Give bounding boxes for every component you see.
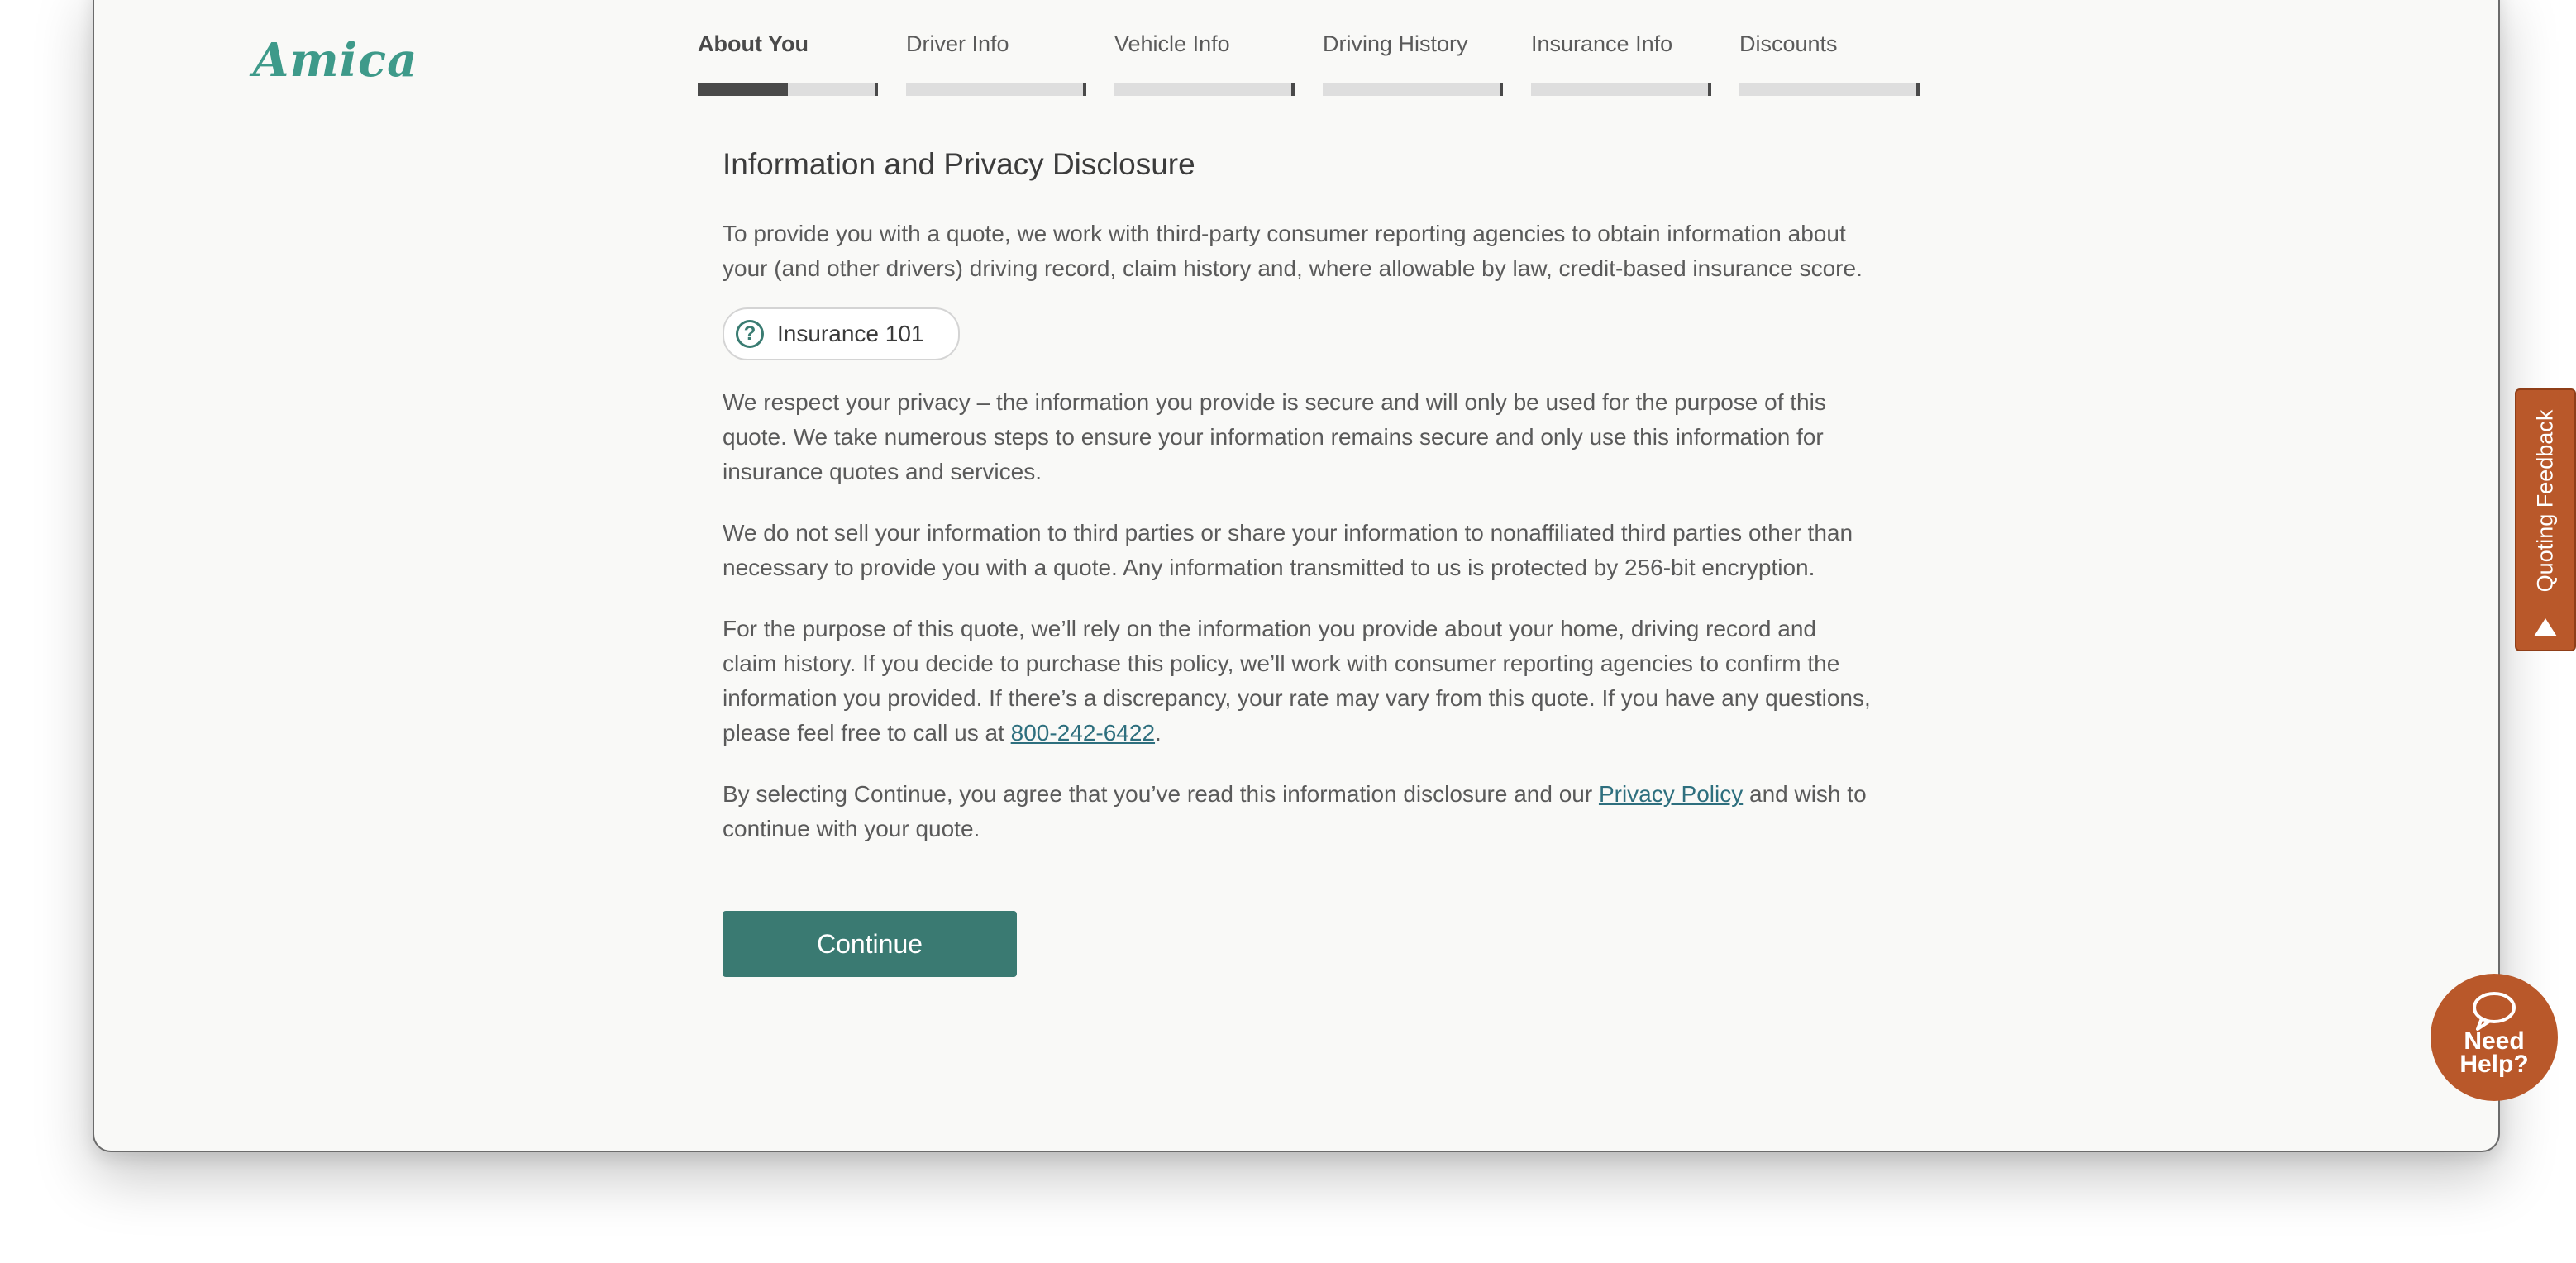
insurance-101-button[interactable] [723, 307, 960, 360]
question-circle-icon: ? [736, 320, 764, 348]
step-about-you[interactable] [698, 31, 878, 68]
step-label: Discounts [1739, 31, 1838, 56]
paragraph-5-end: and wish to continue with your quote. [723, 781, 1867, 841]
need-help-line-2: Help? [2459, 1051, 2529, 1078]
privacy-policy-link[interactable]: Privacy Policy [1598, 781, 1744, 807]
step-driving-history[interactable] [1323, 31, 1503, 68]
step-progress-bar [1531, 83, 1711, 96]
step-vehicle-info[interactable] [1114, 31, 1295, 68]
need-help-button[interactable] [2431, 974, 2558, 1101]
continue-button[interactable]: Continue [723, 911, 1017, 977]
step-progress-bar [906, 83, 1086, 96]
step-driver-info[interactable] [906, 31, 1086, 68]
step-label: Driving History [1323, 31, 1468, 56]
disclosure-paragraph-5 [723, 777, 1872, 846]
amica-logo[interactable]: Amica [253, 33, 418, 88]
need-help-label [2431, 1027, 2558, 1078]
step-progress-fill [698, 83, 788, 96]
step-progress-bar [1323, 83, 1503, 96]
page-title: Information and Privacy Disclosure [723, 147, 1195, 181]
paragraph-4-end: . [1155, 720, 1162, 746]
quoting-feedback-tab[interactable] [2515, 388, 2576, 651]
triangle-up-icon [2534, 618, 2557, 636]
quoting-feedback-label: Quoting Feedback [2532, 409, 2558, 593]
step-discounts[interactable] [1739, 31, 1920, 68]
browser-window [93, 0, 2558, 1152]
step-insurance-info[interactable] [1531, 31, 1711, 68]
paragraph-5-text: By selecting Continue, you agree that you’ve read this information disclosure and our [723, 781, 1599, 807]
step-label: About You [698, 31, 809, 56]
step-progress-bar [1114, 83, 1295, 96]
step-progress-bar [1739, 83, 1920, 96]
phone-link[interactable]: 800-242-6422 [1010, 720, 1156, 746]
disclosure-paragraph-4 [723, 612, 1872, 751]
step-progress-bar [698, 83, 878, 96]
disclosure-paragraph-2: We respect your privacy – the information you provide is secure and will only be used for the purpose of this quote. We take numerous steps to ensure your information remains secure and only use this information for insurance quotes and services. [723, 389, 1826, 484]
step-label: Insurance Info [1531, 31, 1673, 56]
insurance-101-label: Insurance 101 [777, 321, 924, 346]
step-label: Vehicle Info [1114, 31, 1230, 56]
paragraph-4-text: For the purpose of this quote, we’ll rely on the information you provide about your home, driving record and claim history. If you decide to purchase this policy, we’ll work with consumer reporting agencies to confirm the information you provided. If there’s a discrepancy, your rate may vary from this quote. If you have any questions, please feel free to call us at [723, 616, 1871, 746]
step-label: Driver Info [906, 31, 1009, 56]
disclosure-paragraph-1: To provide you with a quote, we work with third-party consumer reporting agencies to obtain information about your (and other drivers) driving record, claim history and, where allowable by law, credit-based insurance score. [723, 221, 1863, 281]
disclosure-section [723, 147, 1872, 977]
need-help-line-1: Need [2464, 1027, 2525, 1055]
disclosure-paragraph-3: We do not sell your information to third parties or share your information to nonaffiliated third parties other than necessary to provide you with a quote. Any information transmitted to us is protected by 256-bit encryption. [723, 520, 1853, 580]
